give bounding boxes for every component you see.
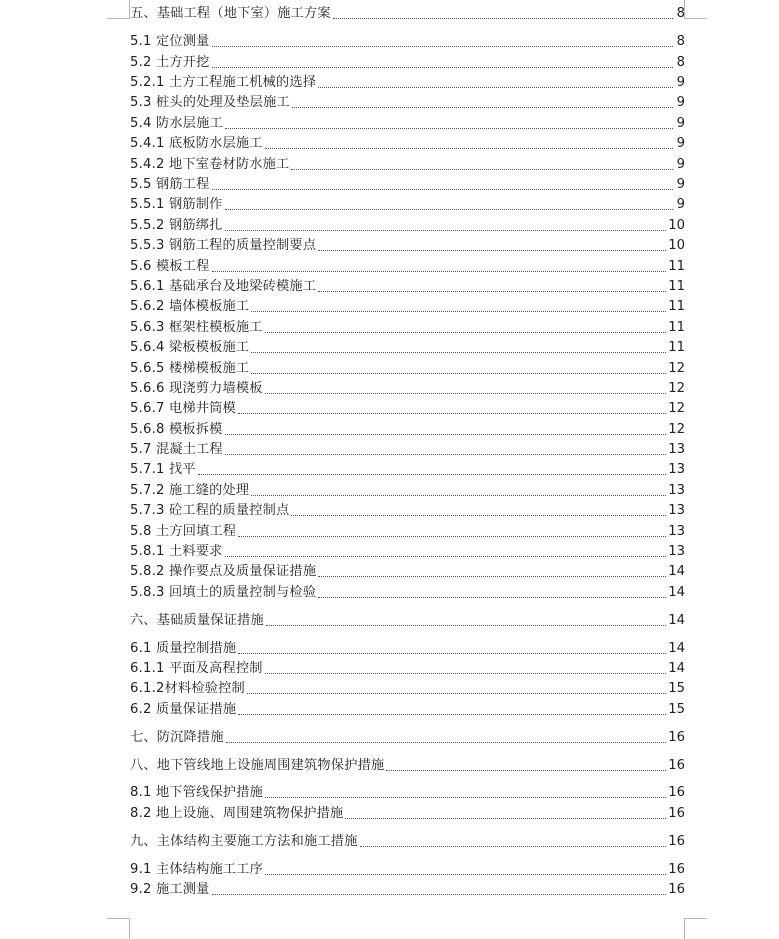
toc-entry-page-number: 13: [668, 442, 685, 458]
toc-dot-leader: [225, 453, 666, 455]
toc-dot-leader: [238, 713, 666, 715]
toc-section-entry[interactable]: [130, 92, 685, 112]
toc-dot-leader: [291, 514, 666, 516]
crop-mark-top-left: [107, 0, 130, 19]
toc-entry-title: 5.6.8 模板拆模: [130, 421, 223, 437]
toc-section-entry[interactable]: [130, 194, 685, 214]
toc-section-entry[interactable]: [130, 479, 685, 499]
toc-entry-page-number: 16: [668, 729, 685, 745]
toc-section-entry[interactable]: [130, 255, 685, 275]
toc-entry-title: 5.6.5 楼梯模板施工: [130, 360, 250, 376]
toc-section-entry[interactable]: [130, 858, 685, 878]
toc-entry-page-number: 16: [668, 882, 685, 898]
toc-entry-page-number: 10: [668, 238, 685, 254]
toc-entry-page-number: 11: [668, 299, 685, 315]
toc-entry-title: 9.1 主体结构施工工序: [130, 861, 264, 877]
toc-entry-title: 5.8.1 土料要求: [130, 544, 223, 560]
toc-entry-page-number: 16: [668, 785, 685, 801]
toc-dot-leader: [265, 392, 667, 394]
toc-section-entry[interactable]: [130, 879, 685, 899]
toc-section-entry[interactable]: [130, 658, 685, 678]
toc-entry-page-number: 12: [668, 380, 685, 396]
toc-entry-page-number: 16: [668, 757, 685, 773]
toc-entry-title: 6.1 质量控制措施: [130, 640, 237, 656]
toc-dot-leader: [198, 473, 666, 475]
toc-entry-title: 五、基础工程（地下室）施工方案: [130, 6, 331, 22]
toc-dot-leader: [386, 769, 666, 771]
toc-entry-title: 8.1 地下管线保护措施: [130, 785, 264, 801]
toc-entry-page-number: 15: [668, 681, 685, 697]
toc-dot-leader: [265, 331, 667, 333]
toc-dot-leader: [265, 873, 666, 875]
toc-dot-leader: [212, 45, 673, 47]
toc-section-entry[interactable]: [130, 153, 685, 173]
toc-chapter-entry[interactable]: [130, 830, 685, 850]
toc-entry-title: 5.5.2 钢筋绑扎: [130, 217, 223, 233]
toc-dot-leader: [212, 270, 667, 272]
toc-section-entry[interactable]: [130, 112, 685, 132]
toc-dot-leader: [251, 494, 666, 496]
toc-entry-page-number: 12: [668, 360, 685, 376]
crop-mark-bottom-right: [684, 918, 707, 939]
toc-entry-page-number: 13: [668, 482, 685, 498]
toc-entry-page-number: 8: [676, 54, 685, 70]
toc-section-entry[interactable]: [130, 439, 685, 459]
toc-dot-leader: [291, 168, 673, 170]
toc-entry-page-number: 14: [668, 640, 685, 656]
toc-section-entry[interactable]: [130, 276, 685, 296]
toc-entry-title: 九、主体结构主要施工方法和施工措施: [130, 833, 358, 849]
toc-entry-title: 5.6.2 墙体模板施工: [130, 299, 250, 315]
toc-dot-leader: [251, 372, 666, 374]
toc-section-entry[interactable]: [130, 133, 685, 153]
toc-dot-leader: [251, 351, 666, 353]
toc-entry-title: 八、地下管线地上设施周围建筑物保护措施: [130, 757, 385, 773]
toc-entry-page-number: 9: [676, 177, 685, 193]
toc-entry-page-number: 16: [668, 861, 685, 877]
toc-entry-page-number: 8: [676, 34, 685, 50]
toc-dot-leader: [247, 692, 666, 694]
toc-entry-page-number: 13: [668, 462, 685, 478]
toc-entry-title: 5.4 防水层施工: [130, 115, 223, 131]
toc-entry-page-number: 14: [668, 584, 685, 600]
toc-entry-title: 5.6.1 基础承台及地梁砖模施工: [130, 278, 317, 294]
toc-dot-leader: [212, 893, 667, 895]
toc-entry-page-number: 13: [668, 523, 685, 539]
toc-entry-title: 5.6 模板工程: [130, 258, 210, 274]
toc-entry-page-number: 13: [668, 544, 685, 560]
toc-section-entry[interactable]: [130, 500, 685, 520]
toc-dot-leader: [265, 672, 667, 674]
toc-entry-page-number: 11: [668, 278, 685, 294]
toc-dot-leader: [225, 208, 674, 210]
toc-entry-title: 6.2 质量保证措施: [130, 701, 237, 717]
toc-dot-leader: [265, 147, 673, 149]
toc-dot-leader: [265, 796, 666, 798]
toc-entry-page-number: 14: [668, 661, 685, 676]
toc-entry-page-number: 9: [676, 156, 685, 172]
toc-chapter-entry[interactable]: [130, 726, 685, 746]
toc-section-entry[interactable]: [130, 296, 685, 316]
toc-entry-title: 5.3 桩头的处理及垫层施工: [130, 95, 290, 111]
toc-dot-leader: [225, 229, 667, 231]
toc-dot-leader: [345, 817, 666, 819]
toc-entry-title: 9.2 施工测量: [130, 882, 210, 898]
toc-section-entry[interactable]: [130, 698, 685, 718]
toc-entry-title: 5.1 定位测量: [130, 34, 210, 50]
toc-chapter-entry[interactable]: [130, 754, 685, 774]
toc-entry-title: 5.6.6 现浇剪力墙模板: [130, 380, 263, 396]
toc-section-entry[interactable]: [130, 51, 685, 71]
toc-entry-title: 5.4.2 地下室卷材防水施工: [130, 156, 290, 172]
toc-entry-title: 5.7.1 找平: [130, 462, 196, 478]
toc-entry-title: 5.6.7 电梯井筒模: [130, 401, 236, 417]
toc-section-entry[interactable]: [130, 418, 685, 438]
toc-entry-page-number: 9: [676, 136, 685, 152]
toc-entry-page-number: 10: [668, 217, 685, 233]
toc-dot-leader: [238, 535, 666, 537]
toc-entry-title: 5.8.3 回填土的质量控制与检验: [130, 584, 317, 600]
toc-dot-leader: [266, 624, 666, 626]
toc-entry-title: 5.6.3 框架柱模板施工: [130, 319, 263, 335]
toc-entry-title: 5.5.3 钢筋工程的质量控制要点: [130, 238, 317, 254]
toc-section-entry[interactable]: [130, 541, 685, 561]
toc-entry-title: 5.4.1 底板防水层施工: [130, 136, 263, 152]
toc-section-entry[interactable]: [130, 316, 685, 336]
toc-section-entry[interactable]: [130, 637, 685, 657]
toc-entry-title: 5.8 土方回填工程: [130, 523, 237, 539]
toc-dot-leader: [318, 575, 666, 577]
toc-entry-title: 5.2 土方开挖: [130, 54, 210, 70]
toc-entry-title: 六、基础质量保证措施: [130, 612, 264, 628]
toc-dot-leader: [225, 555, 667, 557]
toc-entry-title: 6.1.1 平面及高程控制: [130, 661, 263, 676]
toc-entry-title: 5.5 钢筋工程: [130, 177, 210, 193]
toc-section-entry[interactable]: [130, 174, 685, 194]
crop-mark-bottom-left: [107, 918, 130, 939]
toc-entry-page-number: 9: [676, 197, 685, 213]
toc-section-entry[interactable]: [130, 561, 685, 581]
toc-dot-leader: [225, 127, 673, 129]
toc-section-entry[interactable]: [130, 31, 685, 51]
toc-entry-title: 5.5.1 钢筋制作: [130, 197, 223, 213]
toc-dot-leader: [318, 249, 666, 251]
toc-section-entry[interactable]: [130, 398, 685, 418]
toc-entry-page-number: 9: [676, 115, 685, 131]
toc-section-entry[interactable]: [130, 214, 685, 234]
toc-dot-leader: [360, 845, 667, 847]
toc-entry-page-number: 11: [668, 319, 685, 335]
toc-entry-page-number: 12: [668, 421, 685, 437]
toc-entry-page-number: 9: [676, 75, 685, 91]
toc-entry-title: 七、防沉降措施: [130, 729, 224, 745]
toc-entry-page-number: 13: [668, 503, 685, 519]
toc-section-entry[interactable]: [130, 459, 685, 479]
toc-entry-page-number: 16: [668, 833, 685, 849]
toc-entry-page-number: 16: [668, 805, 685, 821]
toc-dot-leader: [238, 412, 666, 414]
toc-entry-title: 5.2.1 土方工程施工机械的选择: [130, 75, 317, 91]
toc-chapter-entry[interactable]: [130, 3, 685, 23]
toc-entry-page-number: 12: [668, 401, 685, 417]
toc-entry-page-number: 9: [676, 95, 685, 111]
toc-entry-title: 5.7.3 砼工程的质量控制点: [130, 503, 290, 519]
toc-dot-leader: [318, 290, 666, 292]
toc-entry-title: 6.1.2材料检验控制: [130, 681, 245, 697]
toc-dot-leader: [318, 86, 673, 88]
toc-section-entry[interactable]: [130, 802, 685, 822]
toc-dot-leader: [225, 433, 667, 435]
toc-section-entry[interactable]: [130, 782, 685, 802]
toc-entry-title: 8.2 地上设施、周围建筑物保护措施: [130, 805, 344, 821]
toc-dot-leader: [333, 17, 673, 19]
toc-entry-title: 5.7.2 施工缝的处理: [130, 482, 250, 498]
toc-entry-page-number: 11: [668, 340, 685, 356]
toc-section-entry[interactable]: [130, 337, 685, 357]
crop-mark-top-right: [684, 0, 707, 19]
toc-dot-leader: [251, 310, 666, 312]
toc-section-entry[interactable]: [130, 235, 685, 255]
toc-entry-page-number: 14: [668, 612, 685, 628]
toc-section-entry[interactable]: [130, 72, 685, 92]
toc-entry-page-number: 15: [668, 701, 685, 717]
toc-section-entry[interactable]: [130, 378, 685, 398]
toc-dot-leader: [238, 652, 666, 654]
toc-section-entry[interactable]: [130, 520, 685, 540]
toc-entry-page-number: 8: [676, 6, 685, 22]
toc-dot-leader: [212, 188, 673, 190]
toc-dot-leader: [212, 66, 673, 68]
toc-chapter-entry[interactable]: [130, 609, 685, 629]
toc-dot-leader: [226, 741, 667, 743]
toc-dot-leader: [318, 596, 666, 598]
toc-section-entry[interactable]: [130, 357, 685, 377]
table-of-contents: [130, 3, 685, 899]
toc-section-entry[interactable]: [130, 678, 685, 698]
toc-entry-title: 5.7 混凝土工程: [130, 442, 223, 458]
toc-entry-title: 5.8.2 操作要点及质量保证措施: [130, 564, 317, 580]
toc-section-entry[interactable]: [130, 581, 685, 601]
toc-entry-title: 5.6.4 梁板模板施工: [130, 340, 250, 356]
toc-entry-page-number: 14: [668, 564, 685, 580]
toc-entry-page-number: 11: [668, 258, 685, 274]
toc-dot-leader: [292, 106, 673, 108]
